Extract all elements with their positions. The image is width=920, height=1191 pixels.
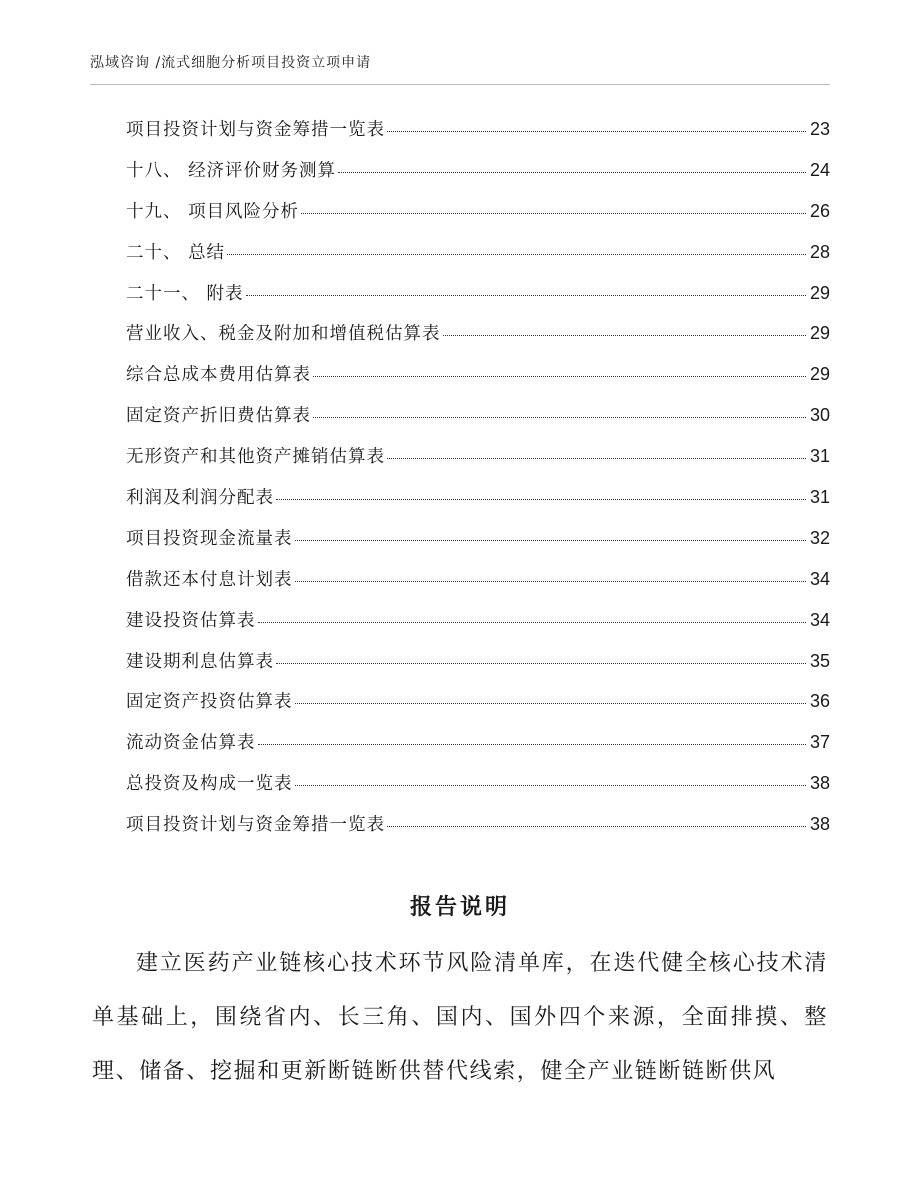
body-paragraph: 建立医药产业链核心技术环节风险清单库，在迭代健全核心技术清单基础上，围绕省内、长三角、国内、国外四个来源，全面排摸、整理、储备、挖掘和更新断链断供替代线索，健全产业链断链断供风 bbox=[92, 951, 828, 1084]
toc-entry-label: 固定资产投资估算表 bbox=[126, 692, 293, 713]
toc-entry-label: 项目投资计划与资金筹措一览表 bbox=[126, 815, 385, 836]
toc-entry[interactable] bbox=[126, 198, 830, 239]
toc-entry[interactable] bbox=[126, 811, 830, 852]
toc-entry-label: 项目投资现金流量表 bbox=[126, 528, 293, 549]
toc-entry-page-number: 38 bbox=[809, 814, 830, 835]
toc-entry[interactable] bbox=[126, 361, 830, 402]
toc-dot-leader bbox=[295, 703, 806, 704]
toc-entry-page-number: 26 bbox=[809, 200, 830, 221]
toc-dot-leader bbox=[276, 499, 806, 500]
toc-entry-page-number: 37 bbox=[809, 732, 830, 753]
toc-dot-leader bbox=[295, 581, 806, 582]
toc-entry-page-number: 31 bbox=[809, 487, 830, 508]
toc-entry-page-number: 38 bbox=[809, 773, 830, 794]
toc-dot-leader bbox=[338, 172, 806, 173]
toc-entry-label: 营业收入、税金及附加和增值税估算表 bbox=[126, 324, 441, 345]
toc-entry[interactable] bbox=[126, 280, 830, 321]
toc-entry-page-number: 23 bbox=[809, 119, 830, 139]
toc-entry[interactable] bbox=[126, 484, 830, 525]
toc-dot-leader bbox=[387, 826, 806, 827]
toc-dot-leader bbox=[387, 458, 806, 459]
toc-entry[interactable] bbox=[126, 729, 830, 770]
toc-entry-label: 借款还本付息计划表 bbox=[126, 569, 293, 590]
toc-dot-leader bbox=[246, 295, 806, 296]
toc-entry-label: 流动资金估算表 bbox=[126, 733, 256, 754]
toc-dot-leader bbox=[313, 376, 806, 377]
toc-entry-page-number: 29 bbox=[809, 282, 830, 303]
table-of-contents bbox=[126, 116, 830, 852]
toc-entry[interactable] bbox=[126, 239, 830, 280]
toc-entry-page-number: 34 bbox=[809, 609, 830, 630]
toc-dot-leader bbox=[227, 254, 806, 255]
toc-entry-label: 二十一、 附表 bbox=[126, 283, 244, 304]
toc-entry-page-number: 35 bbox=[809, 650, 830, 671]
toc-entry-page-number: 34 bbox=[809, 568, 830, 589]
section-title: 报告说明 bbox=[409, 895, 510, 920]
toc-entry-label: 固定资产折旧费估算表 bbox=[126, 406, 311, 427]
toc-dot-leader bbox=[295, 785, 806, 786]
toc-entry[interactable] bbox=[126, 688, 830, 729]
toc-entry-page-number: 24 bbox=[809, 159, 830, 180]
toc-entry-label: 建设投资估算表 bbox=[126, 610, 256, 631]
toc-dot-leader bbox=[313, 417, 806, 418]
toc-entry-page-number: 32 bbox=[809, 527, 830, 548]
toc-entry[interactable] bbox=[126, 157, 830, 198]
page-header: 泓域咨询 /流式细胞分析项目投资立项申请 bbox=[90, 55, 372, 71]
toc-dot-leader bbox=[301, 213, 806, 214]
toc-entry[interactable] bbox=[126, 648, 830, 689]
toc-dot-leader bbox=[258, 744, 806, 745]
toc-entry[interactable] bbox=[126, 402, 830, 443]
toc-entry-page-number: 29 bbox=[809, 364, 830, 385]
toc-entry-label: 二十、 总结 bbox=[126, 242, 226, 263]
toc-entry[interactable] bbox=[126, 443, 830, 484]
toc-entry[interactable] bbox=[126, 525, 830, 566]
toc-entry-page-number: 29 bbox=[809, 323, 830, 344]
toc-entry-label: 总投资及构成一览表 bbox=[126, 774, 293, 795]
toc-entry[interactable] bbox=[126, 566, 830, 607]
toc-entry-label: 十九、 项目风险分析 bbox=[126, 201, 300, 222]
toc-dot-leader bbox=[443, 335, 806, 336]
toc-entry-label: 利润及利润分配表 bbox=[126, 488, 274, 509]
header-divider bbox=[90, 84, 830, 85]
toc-entry[interactable] bbox=[126, 320, 830, 361]
toc-entry-page-number: 36 bbox=[809, 691, 830, 712]
toc-entry[interactable] bbox=[126, 607, 830, 648]
toc-dot-leader bbox=[295, 540, 806, 541]
toc-entry[interactable] bbox=[126, 116, 830, 157]
toc-entry-label: 十八、 经济评价财务测算 bbox=[126, 160, 337, 181]
toc-dot-leader bbox=[276, 663, 806, 664]
toc-entry-page-number: 31 bbox=[809, 446, 830, 467]
toc-entry-label: 建设期利息估算表 bbox=[126, 651, 274, 672]
toc-entry-page-number: 28 bbox=[809, 241, 830, 262]
toc-entry-label: 项目投资计划与资金筹措一览表 bbox=[126, 120, 385, 140]
toc-entry-label: 无形资产和其他资产摊销估算表 bbox=[126, 447, 385, 468]
toc-entry[interactable] bbox=[126, 770, 830, 811]
toc-entry-label: 综合总成本费用估算表 bbox=[126, 365, 311, 386]
toc-entry-page-number: 30 bbox=[809, 405, 830, 426]
toc-dot-leader bbox=[258, 622, 806, 623]
toc-dot-leader bbox=[387, 131, 806, 132]
